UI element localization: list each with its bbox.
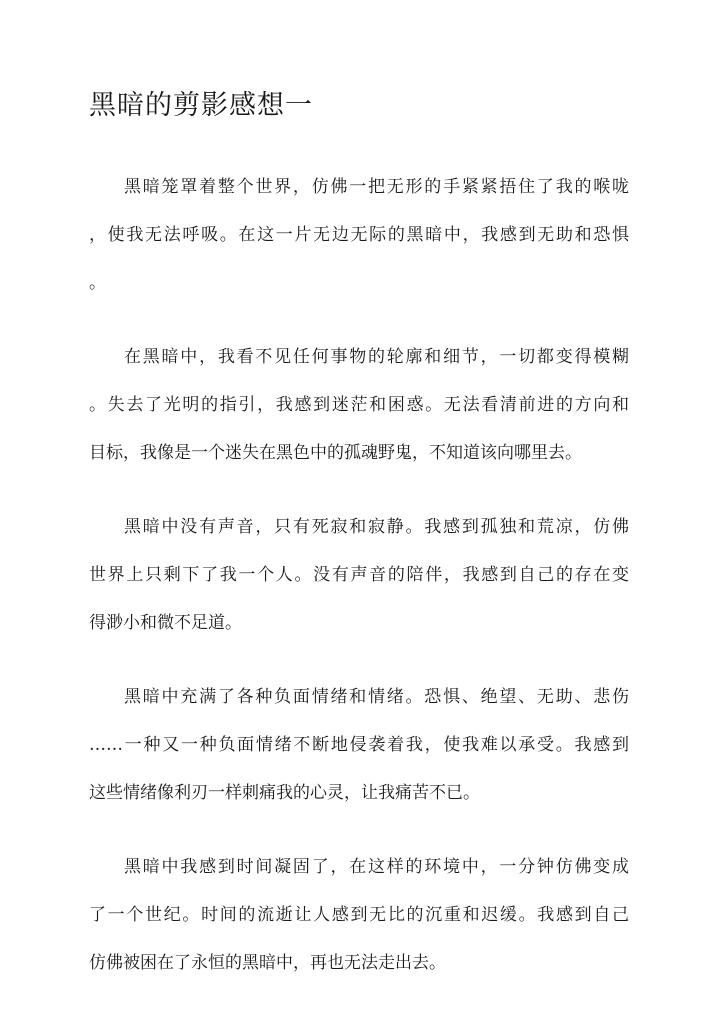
paragraph-2 [89, 333, 629, 477]
document-body [89, 163, 629, 1013]
paragraph-line: 黑暗中我感到时间凝固了，在这样的环境中，一分钟仿佛变成 [124, 857, 629, 877]
paragraph-line: 黑暗中没有声音，只有死寂和寂静。我感到孤独和荒凉，仿佛 [124, 517, 629, 537]
paragraph-4 [89, 673, 629, 817]
paragraph-line: 世界上只剩下了我一个人。没有声音的陪伴，我感到自己的存在变 [89, 565, 629, 585]
paragraph-line: 。失去了光明的指引，我感到迷茫和困惑。无法看清前进的方向和 [89, 395, 629, 415]
document-title: 黑暗的剪影感想一 [89, 90, 313, 121]
paragraph-line: 黑暗中充满了各种负面情绪和情绪。恐惧、绝望、无助、悲伤 [124, 687, 629, 707]
paragraph-line: 黑暗笼罩着整个世界，仿佛一把无形的手紧紧捂住了我的喉咙 [124, 177, 629, 197]
paragraph-line: ，使我无法呼吸。在这一片无边无际的黑暗中，我感到无助和恐惧 [89, 225, 629, 245]
paragraph-5 [89, 843, 629, 987]
paragraph-line: 得渺小和微不足道。 [89, 613, 242, 633]
paragraph-line: 了一个世纪。时间的流逝让人感到无比的沉重和迟缓。我感到自己 [89, 905, 629, 925]
paragraph-line: ……一种又一种负面情绪不断地侵袭着我，使我难以承受。我感到 [89, 735, 629, 755]
paragraph-1 [89, 163, 629, 307]
paragraph-line: 这些情绪像利刃一样刺痛我的心灵，让我痛苦不已。 [89, 783, 480, 803]
paragraph-line: 。 [89, 273, 106, 293]
paragraph-line: 仿佛被困在了永恒的黑暗中，再也无法走出去。 [89, 953, 446, 973]
paragraph-line: 在黑暗中，我看不见任何事物的轮廓和细节，一切都变得模糊 [124, 347, 629, 367]
paragraph-3 [89, 503, 629, 647]
paragraph-line: 目标，我像是一个迷失在黑色中的孤魂野鬼，不知道该向哪里去。 [89, 443, 582, 463]
